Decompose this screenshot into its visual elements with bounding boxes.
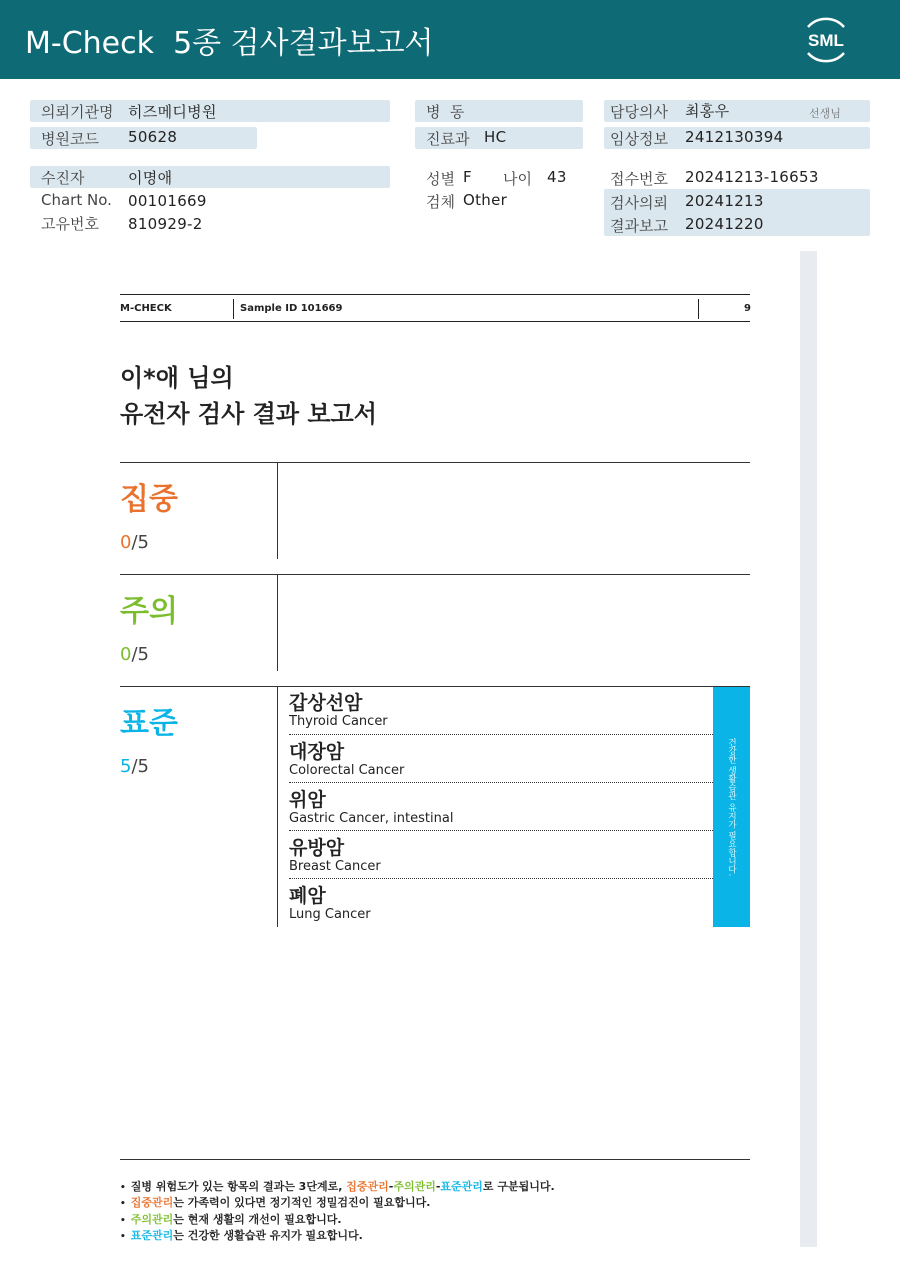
specimen-value: Other [463, 191, 508, 209]
page-header-divider [698, 299, 699, 319]
sample-id: Sample ID 101669 [240, 303, 343, 314]
request-value: 20241213 [685, 192, 764, 210]
sex-label: 성별 [426, 170, 455, 188]
standard-status-bar [713, 687, 750, 927]
footnote [120, 1211, 342, 1227]
page-header-top-rule [120, 294, 750, 295]
unique-label: 고유번호 [41, 215, 99, 233]
footnote-text: 는 가족력이 있다면 정기적인 정밀검진이 필요합니다. [173, 1196, 431, 1209]
footnote-text: 로 구분됩니다. [482, 1180, 555, 1193]
doctor-label: 담당의사 [610, 103, 668, 121]
chart-label: Chart No. [41, 191, 112, 209]
caution-section-count [120, 644, 149, 665]
item-english-name: Gastric Cancer, intestinal [289, 811, 454, 826]
list-item [289, 741, 713, 779]
item-korean-name: 유방암 [289, 837, 345, 859]
ward-label: 병 동 [426, 103, 465, 121]
report-title-line1: 이*애 님의 [120, 364, 234, 392]
footnote [120, 1178, 555, 1194]
standard-section-rule [120, 686, 750, 687]
caution-section-divider [277, 575, 278, 671]
patient-value: 이명애 [128, 169, 173, 187]
standard-keyword: 표준관리 [440, 1180, 483, 1193]
age-value: 43 [547, 168, 567, 186]
unique-value: 810929-2 [128, 215, 203, 233]
list-item [289, 885, 713, 923]
sex-value: F [463, 168, 472, 186]
focus-keyword: 집중관리 [346, 1180, 389, 1193]
report-title: M-Check 5종 검사결과보고서 [25, 26, 434, 61]
item-separator [289, 782, 713, 783]
focus-section-count [120, 532, 149, 553]
caution-count-total: /5 [131, 644, 149, 665]
caution-count-value: 0 [120, 644, 132, 665]
sml-logo [798, 13, 854, 65]
footnote [120, 1194, 430, 1210]
caution-section-rule [120, 574, 750, 575]
bullet: • [120, 1183, 126, 1193]
item-separator [289, 830, 713, 831]
page-header-bottom-rule [120, 321, 750, 322]
report-date-value: 20241220 [685, 215, 764, 233]
request-label: 검사의뢰 [610, 194, 668, 212]
footnote-text: - [435, 1180, 441, 1193]
receipt-label: 접수번호 [610, 170, 668, 188]
hospital-code-label: 병원코드 [41, 130, 99, 148]
chart-value: 00101669 [128, 192, 207, 210]
footnote-text: 는 현재 생활의 개선이 필요합니다. [173, 1213, 342, 1226]
clinical-value: 2412130394 [685, 128, 784, 146]
caution-section-title: 주의 [120, 594, 178, 629]
item-english-name: Colorectal Cancer [289, 763, 405, 778]
item-korean-name: 갑상선암 [289, 692, 363, 714]
institution-value: 히즈메디병원 [128, 103, 217, 121]
standard-keyword: 표준관리 [130, 1229, 174, 1242]
focus-section-title: 집중 [120, 482, 178, 517]
focus-section-rule [120, 462, 750, 463]
page-header-divider [233, 299, 234, 319]
focus-count-value: 0 [120, 532, 132, 553]
bullet: • [120, 1232, 126, 1242]
item-korean-name: 위암 [289, 789, 326, 811]
dept-label: 진료과 [426, 130, 470, 148]
standard-count-total: /5 [131, 756, 149, 777]
focus-keyword: 집중관리 [130, 1196, 174, 1209]
institution-label: 의뢰기관명 [41, 103, 114, 121]
doctor-suffix: 선생님 [809, 107, 841, 120]
page-number: 9 [744, 303, 751, 314]
dept-value: HC [484, 128, 507, 146]
list-item [289, 837, 713, 875]
age-label: 나이 [503, 170, 532, 188]
footer-rule [120, 1159, 750, 1160]
clinical-label: 임상정보 [610, 130, 668, 148]
item-korean-name: 폐암 [289, 885, 326, 907]
list-item [289, 692, 713, 730]
standard-bar-text: 건강한 생활습관 유지가 필요합니다. [726, 737, 737, 877]
page-brand: M-CHECK [120, 303, 172, 314]
footnote-text: - [388, 1180, 394, 1193]
patient-label: 수진자 [41, 169, 85, 187]
item-separator [289, 734, 713, 735]
report-date-label: 결과보고 [610, 217, 668, 235]
item-english-name: Breast Cancer [289, 859, 381, 874]
specimen-label: 검체 [426, 193, 455, 211]
item-english-name: Lung Cancer [289, 907, 371, 922]
item-english-name: Thyroid Cancer [289, 714, 388, 729]
item-separator [289, 878, 713, 879]
footnote [120, 1227, 363, 1243]
list-item [289, 789, 713, 827]
focus-count-total: /5 [131, 532, 149, 553]
bullet: • [120, 1216, 126, 1226]
standard-section-divider [277, 687, 278, 927]
standard-section-title: 표준 [120, 706, 178, 741]
footnote-text: 는 건강한 생활습관 유지가 필요합니다. [173, 1229, 363, 1242]
report-title-line2: 유전자 검사 결과 보고서 [120, 400, 377, 428]
report-header [0, 0, 900, 79]
scrollbar-track[interactable] [800, 251, 817, 1247]
caution-keyword: 주의관리 [130, 1213, 174, 1226]
standard-count-value: 5 [120, 756, 132, 777]
standard-section-count [120, 756, 149, 777]
item-korean-name: 대장암 [289, 741, 345, 763]
bullet: • [120, 1199, 126, 1209]
footnote-text: 질병 위험도가 있는 항목의 결과는 3단계로, [130, 1180, 347, 1193]
focus-section-divider [277, 463, 278, 559]
hospital-code-value: 50628 [128, 128, 178, 146]
logo-text: SML [808, 31, 844, 50]
caution-keyword: 주의관리 [393, 1180, 436, 1193]
receipt-value: 20241213-16653 [685, 168, 819, 186]
doctor-value: 최홍우 [685, 102, 730, 120]
